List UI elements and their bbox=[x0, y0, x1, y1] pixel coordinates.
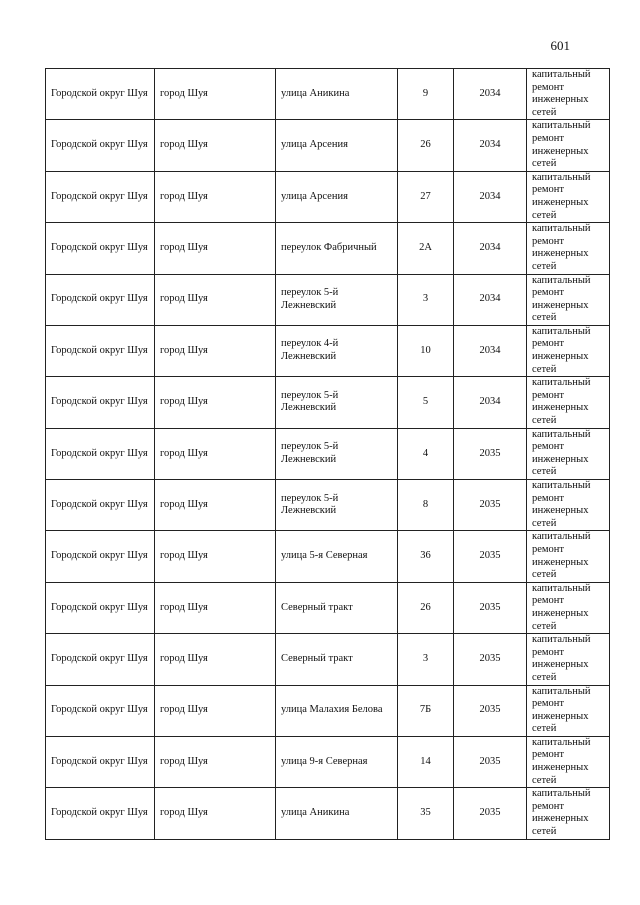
settlement-cell: город Шуя bbox=[155, 480, 276, 531]
municipality-cell: Городской округ Шуя bbox=[46, 736, 155, 787]
street-cell: улица Аникина bbox=[276, 69, 398, 120]
table-row bbox=[46, 377, 610, 428]
settlement-cell: город Шуя bbox=[155, 428, 276, 479]
work-type-cell: капитальный ремонт инженерных сетей bbox=[527, 634, 610, 685]
year-cell: 2035 bbox=[454, 788, 527, 839]
house-number-cell: 4 bbox=[398, 428, 454, 479]
municipality-cell: Городской округ Шуя bbox=[46, 223, 155, 274]
street-cell: переулок 5-й Лежневский bbox=[276, 428, 398, 479]
year-cell: 2034 bbox=[454, 120, 527, 171]
work-type-cell: капитальный ремонт инженерных сетей bbox=[527, 531, 610, 582]
municipality-cell: Городской округ Шуя bbox=[46, 274, 155, 325]
work-type-cell: капитальный ремонт инженерных сетей bbox=[527, 685, 610, 736]
settlement-cell: город Шуя bbox=[155, 171, 276, 222]
work-type-cell: капитальный ремонт инженерных сетей bbox=[527, 171, 610, 222]
street-cell: улица 5-я Северная bbox=[276, 531, 398, 582]
year-cell: 2035 bbox=[454, 531, 527, 582]
street-cell: переулок 5-й Лежневский bbox=[276, 274, 398, 325]
house-number-cell: 5 bbox=[398, 377, 454, 428]
municipality-cell: Городской округ Шуя bbox=[46, 428, 155, 479]
house-number-cell: 26 bbox=[398, 120, 454, 171]
house-number-cell: 26 bbox=[398, 582, 454, 633]
municipality-cell: Городской округ Шуя bbox=[46, 120, 155, 171]
year-cell: 2034 bbox=[454, 171, 527, 222]
year-cell: 2034 bbox=[454, 274, 527, 325]
work-type-cell: капитальный ремонт инженерных сетей bbox=[527, 480, 610, 531]
settlement-cell: город Шуя bbox=[155, 120, 276, 171]
table-row bbox=[46, 274, 610, 325]
table-row bbox=[46, 788, 610, 839]
settlement-cell: город Шуя bbox=[155, 736, 276, 787]
settlement-cell: город Шуя bbox=[155, 685, 276, 736]
settlement-cell: город Шуя bbox=[155, 274, 276, 325]
municipality-cell: Городской округ Шуя bbox=[46, 69, 155, 120]
street-cell: переулок 5-й Лежневский bbox=[276, 480, 398, 531]
settlement-cell: город Шуя bbox=[155, 531, 276, 582]
municipality-cell: Городской округ Шуя bbox=[46, 531, 155, 582]
street-cell: переулок 4-й Лежневский bbox=[276, 325, 398, 376]
registry-table bbox=[45, 68, 610, 840]
municipality-cell: Городской округ Шуя bbox=[46, 634, 155, 685]
house-number-cell: 8 bbox=[398, 480, 454, 531]
table-row bbox=[46, 223, 610, 274]
house-number-cell: 35 bbox=[398, 788, 454, 839]
table-row bbox=[46, 120, 610, 171]
work-type-cell: капитальный ремонт инженерных сетей bbox=[527, 223, 610, 274]
work-type-cell: капитальный ремонт инженерных сетей bbox=[527, 120, 610, 171]
table-row bbox=[46, 582, 610, 633]
year-cell: 2035 bbox=[454, 480, 527, 531]
year-cell: 2035 bbox=[454, 582, 527, 633]
table-body bbox=[46, 69, 610, 840]
settlement-cell: город Шуя bbox=[155, 634, 276, 685]
house-number-cell: 9 bbox=[398, 69, 454, 120]
street-cell: Северный тракт bbox=[276, 582, 398, 633]
house-number-cell: 2А bbox=[398, 223, 454, 274]
street-cell: улица 9-я Северная bbox=[276, 736, 398, 787]
table-row bbox=[46, 325, 610, 376]
house-number-cell: 10 bbox=[398, 325, 454, 376]
table-row bbox=[46, 69, 610, 120]
municipality-cell: Городской округ Шуя bbox=[46, 685, 155, 736]
municipality-cell: Городской округ Шуя bbox=[46, 377, 155, 428]
year-cell: 2034 bbox=[454, 223, 527, 274]
year-cell: 2035 bbox=[454, 634, 527, 685]
street-cell: улица Арсения bbox=[276, 171, 398, 222]
house-number-cell: 27 bbox=[398, 171, 454, 222]
table-row bbox=[46, 685, 610, 736]
table-row bbox=[46, 531, 610, 582]
settlement-cell: город Шуя bbox=[155, 223, 276, 274]
street-cell: улица Аникина bbox=[276, 788, 398, 839]
year-cell: 2035 bbox=[454, 685, 527, 736]
municipality-cell: Городской округ Шуя bbox=[46, 788, 155, 839]
municipality-cell: Городской округ Шуя bbox=[46, 171, 155, 222]
settlement-cell: город Шуя bbox=[155, 377, 276, 428]
table-row bbox=[46, 428, 610, 479]
street-cell: Северный тракт bbox=[276, 634, 398, 685]
house-number-cell: 3 bbox=[398, 634, 454, 685]
table-row bbox=[46, 480, 610, 531]
street-cell: улица Арсения bbox=[276, 120, 398, 171]
year-cell: 2034 bbox=[454, 69, 527, 120]
work-type-cell: капитальный ремонт инженерных сетей bbox=[527, 325, 610, 376]
municipality-cell: Городской округ Шуя bbox=[46, 582, 155, 633]
year-cell: 2034 bbox=[454, 377, 527, 428]
page-number: 601 bbox=[550, 38, 570, 53]
work-type-cell: капитальный ремонт инженерных сетей bbox=[527, 788, 610, 839]
table-row bbox=[46, 736, 610, 787]
street-cell: улица Малахия Белова bbox=[276, 685, 398, 736]
house-number-cell: 7Б bbox=[398, 685, 454, 736]
settlement-cell: город Шуя bbox=[155, 582, 276, 633]
year-cell: 2035 bbox=[454, 428, 527, 479]
year-cell: 2034 bbox=[454, 325, 527, 376]
work-type-cell: капитальный ремонт инженерных сетей bbox=[527, 582, 610, 633]
settlement-cell: город Шуя bbox=[155, 788, 276, 839]
work-type-cell: капитальный ремонт инженерных сетей bbox=[527, 428, 610, 479]
table-row bbox=[46, 171, 610, 222]
work-type-cell: капитальный ремонт инженерных сетей bbox=[527, 736, 610, 787]
settlement-cell: город Шуя bbox=[155, 69, 276, 120]
street-cell: переулок Фабричный bbox=[276, 223, 398, 274]
house-number-cell: 3 bbox=[398, 274, 454, 325]
work-type-cell: капитальный ремонт инженерных сетей bbox=[527, 69, 610, 120]
year-cell: 2035 bbox=[454, 736, 527, 787]
house-number-cell: 36 bbox=[398, 531, 454, 582]
settlement-cell: город Шуя bbox=[155, 325, 276, 376]
municipality-cell: Городской округ Шуя bbox=[46, 325, 155, 376]
work-type-cell: капитальный ремонт инженерных сетей bbox=[527, 274, 610, 325]
house-number-cell: 14 bbox=[398, 736, 454, 787]
municipality-cell: Городской округ Шуя bbox=[46, 480, 155, 531]
work-type-cell: капитальный ремонт инженерных сетей bbox=[527, 377, 610, 428]
street-cell: переулок 5-й Лежневский bbox=[276, 377, 398, 428]
table-row bbox=[46, 634, 610, 685]
